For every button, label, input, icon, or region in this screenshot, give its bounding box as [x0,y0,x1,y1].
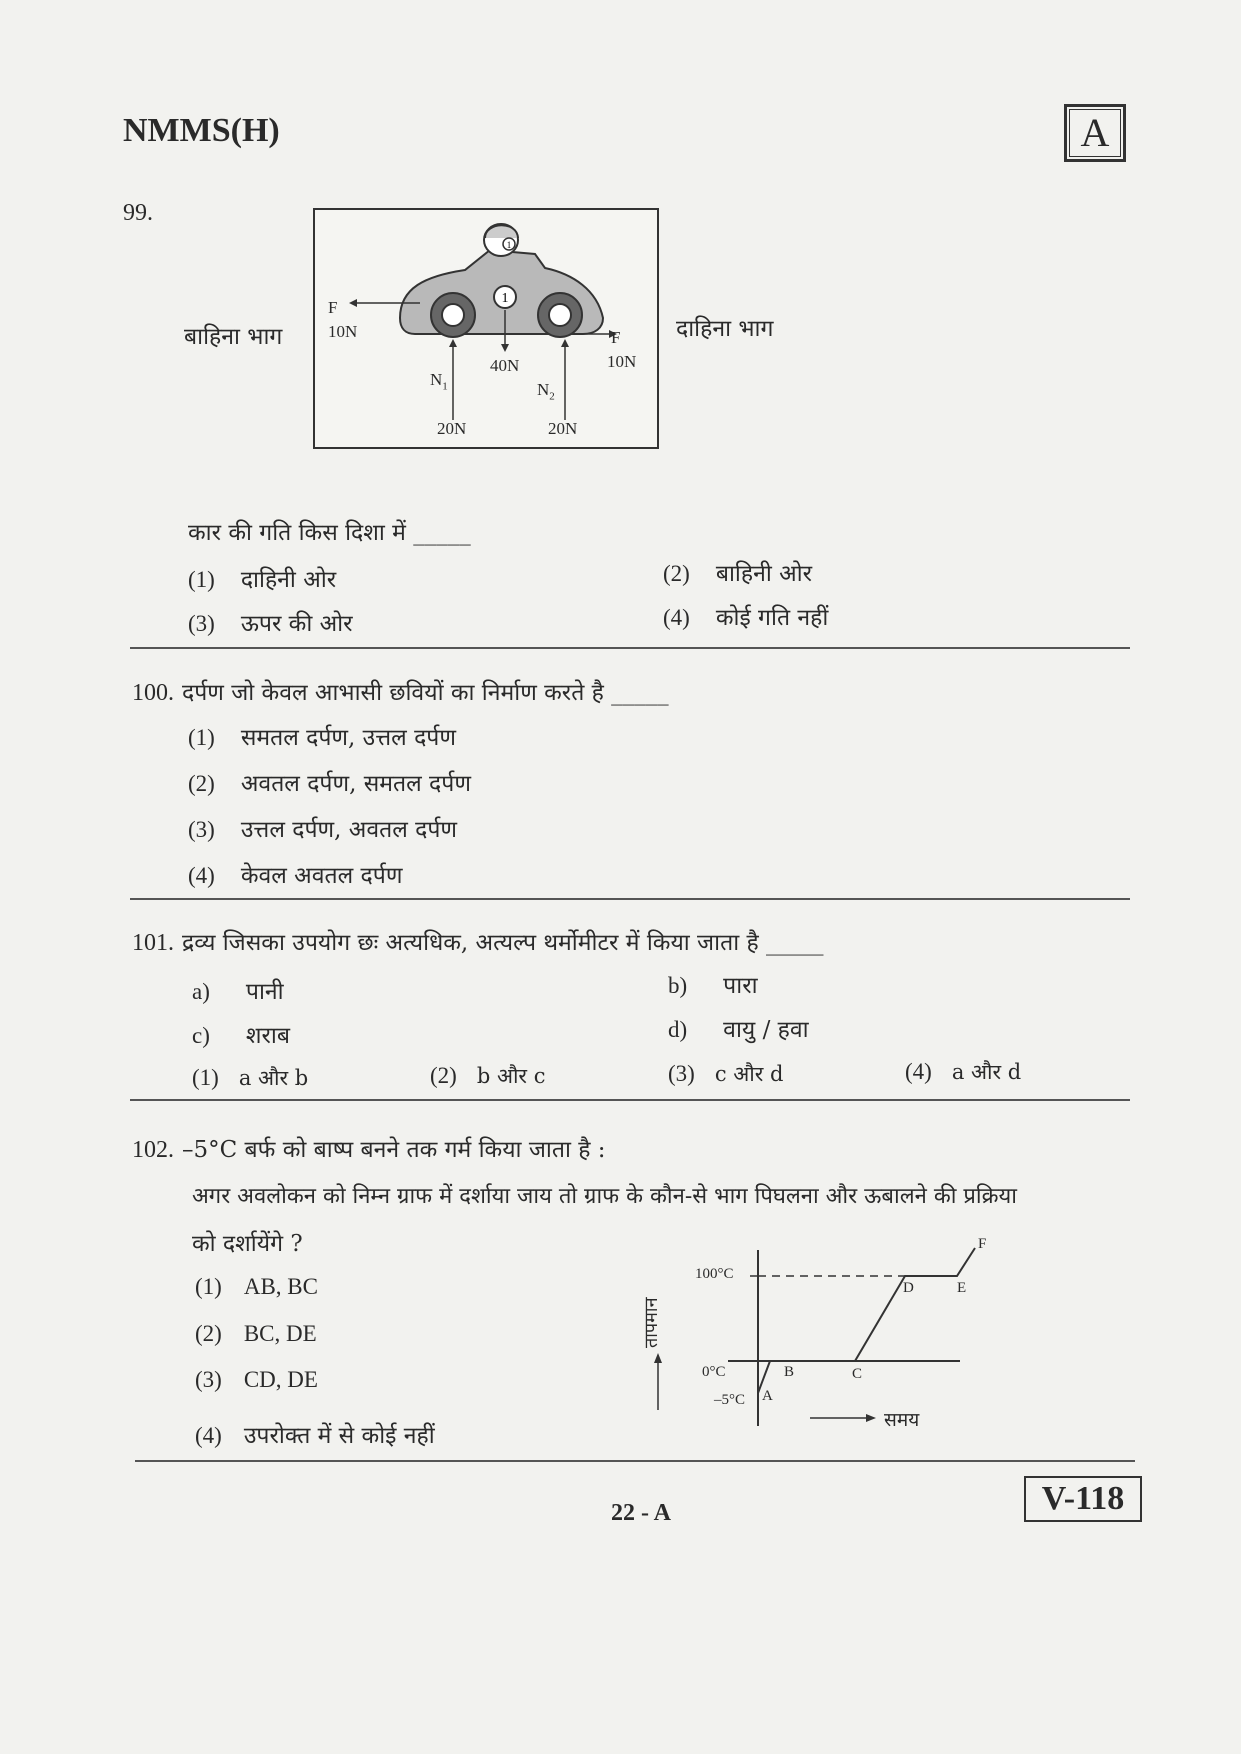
q101-header: 101. द्रव्य जिसका उपयोग छः अत्यधिक, अत्यल्प थर्मोमीटर में किया जाता है _____ [132,930,824,956]
y-axis-label: तापमान [641,1297,662,1348]
q102-option-3: (3) CD, DE [195,1367,318,1392]
fig-f-left: F [328,298,338,317]
q99-option-1: (1) दाहिनी ओर [188,567,337,593]
q101-option-4: (4) a और d [905,1059,1022,1084]
car-force-figure [313,208,659,449]
q99-question: कार की गति किस दिशा में _____ [188,520,471,546]
q99-left-label: बाहिना भाग [184,324,283,350]
tick-100: 100°C [695,1266,734,1282]
q100-option-4: (4) केवल अवतल दर्पण [188,863,403,889]
point-b: B [784,1364,795,1380]
fig-n2-val: 20N [548,419,578,438]
q102-header: 102. –5°C बर्फ को बाष्प बनने तक गर्म किया जाता है : [132,1137,606,1163]
set-code-box: A [1064,104,1126,162]
q102-option-4: (4) उपरोक्त में से कोई नहीं [195,1423,435,1449]
fig-weight: 40N [490,356,520,375]
heating-curve-svg [640,1228,1000,1438]
fig-n2: $N_2$ [537,380,555,403]
fig-f-right-val: 10N [607,352,637,371]
point-a: A [762,1388,773,1404]
divider [135,1460,1135,1462]
q102-option-1: (1) AB, BC [195,1274,318,1299]
point-d: D [903,1280,914,1296]
q101-option-1: (1) a और b [192,1065,309,1090]
q102-option-2: (2) BC, DE [195,1321,317,1346]
booklet-code-box: V-118 [1024,1476,1142,1522]
q101-option-3: (3) c और d [668,1061,784,1086]
heating-curve-graph [640,1228,1000,1438]
q101-item-a: a) पानी [192,979,284,1005]
q99-option-3: (3) ऊपर की ओर [188,611,353,637]
q101-item-b: b) पारा [668,973,758,999]
tick-minus5: –5°C [714,1392,746,1408]
car-diagram [315,210,657,447]
q101-item-d: d) वायु / हवा [668,1017,809,1043]
point-f: F [978,1236,987,1252]
car-mark: 1 [501,291,509,306]
point-e: E [957,1280,967,1296]
tick-0: 0°C [702,1364,726,1380]
q99-option-2: (2) बाहिनी ओर [663,561,813,587]
q102-question-line3: को दर्शायेंगे ? [192,1231,303,1257]
q100-option-2: (2) अवतल दर्पण, समतल दर्पण [188,771,471,797]
fig-n1: $N_1$ [430,370,448,393]
q101-option-2: (2) b और c [430,1063,546,1088]
q99-option-4: (4) कोई गति नहीं [663,605,829,631]
divider [130,1099,1130,1101]
paper-title: NMMS(H) [123,112,280,149]
point-c: C [852,1366,863,1382]
q101-item-c: c) शराब [192,1023,291,1049]
q100-option-1: (1) समतल दर्पण, उत्तल दर्पण [188,725,456,751]
fig-n1-val: 20N [437,419,467,438]
divider [130,898,1130,900]
page-number: 22 - A [611,1500,671,1526]
fig-f-right: F [611,328,621,347]
q100-option-3: (3) उत्तल दर्पण, अवतल दर्पण [188,817,458,843]
q100-header: 100. दर्पण जो केवल आभासी छवियों का निर्माण करते है _____ [132,680,669,706]
q99-number: 99. [123,200,153,226]
q99-right-label: दाहिना भाग [676,316,774,342]
driver-mark: 1 [506,240,512,250]
divider [130,647,1130,649]
q102-question-line2: अगर अवलोकन को निम्न ग्राफ में दर्शाया जाय तो ग्राफ के कौन-से भाग पिघलना और ऊबालने की प्रक्रिया [192,1184,1017,1209]
fig-f-left-val: 10N [328,322,358,341]
x-axis-label: समय [884,1409,920,1431]
